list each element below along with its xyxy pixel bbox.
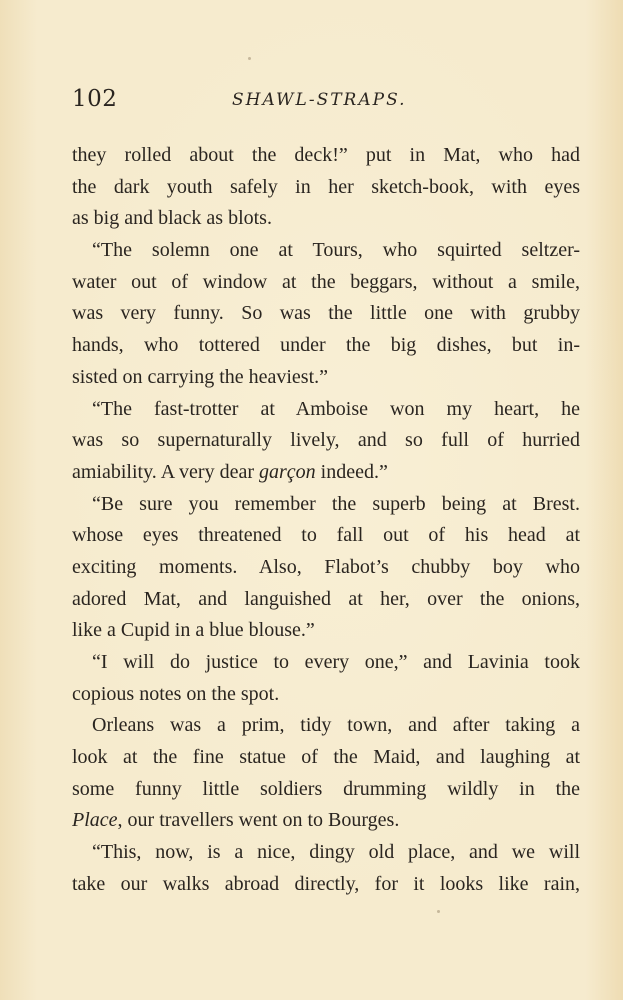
text-run: whose eyes threatened to fall out of his head at [72,524,580,547]
text-run: “The fast-trotter at Amboise won my heart, he [92,397,580,420]
text-run: “The solemn one at Tours, who squirted seltzer- [92,239,580,262]
text-run: was so supernaturally lively, and so full of hurried [72,429,580,452]
text-line [72,203,580,235]
text-run: as big and black as blots. [72,207,272,230]
text-run: they rolled about the deck!” put in Mat, who had [72,144,580,166]
text-line [72,298,580,330]
paper-speck [248,57,251,60]
text-line [72,869,580,901]
italic-text: garçon [258,460,316,483]
text-line [72,267,580,299]
text-run: sisted on carrying the heaviest.” [72,365,329,388]
text-run: exciting moments. Also, Flabot’s chubby boy who [72,555,580,578]
text-line [72,584,580,616]
text-run: like a Cupid in a blue blouse.” [72,619,315,642]
text-line [72,489,580,521]
text-run: “This, now, is a nice, dingy old place, and we will [92,841,580,864]
text-run: take our walks abroad directly, for it looks like rain, [72,872,580,895]
paper-speck [437,910,440,913]
page-number: 102 [72,86,118,112]
text-line [72,615,580,647]
text-line [72,330,580,362]
text-run: was very funny. So was the little one with grubby [72,302,580,325]
text-line [72,425,580,457]
text-run: some funny little soldiers drumming wildly in the [72,777,580,800]
page-header [72,86,580,126]
text-run: copious notes on the spot. [72,682,280,705]
text-line [72,837,580,869]
text-run: look at the fine statue of the Maid, and laughing at [72,746,580,769]
text-run: hands, who tottered under the big dishes, but in- [72,334,580,357]
running-title: SHAWL-STRAPS. [232,90,407,110]
italic-text: Place [72,809,118,832]
text-run: amiability. A very dear [72,460,259,483]
text-line [72,140,580,172]
text-run: “Be sure you remember the superb being at Brest. [92,492,580,515]
text-line [72,394,580,426]
text-line [72,235,580,267]
text-run: Orleans was a prim, tidy town, and after taking a [92,714,580,737]
body-text [72,140,580,901]
text-line [72,362,580,394]
text-run: adored Mat, and languished at her, over the onions, [72,587,580,610]
text-line [72,457,580,489]
text-run: the dark youth safely in her sketch-book, with eyes [72,175,580,198]
text-line [72,172,580,204]
text-run: “I will do justice to every one,” and Lavinia took [92,651,580,673]
text-line [72,520,580,552]
text-line [72,805,580,837]
text-line [72,742,580,774]
text-line [72,679,580,711]
text-run: , our travellers went on to Bourges. [117,809,400,832]
text-line [72,774,580,806]
text-line [72,710,580,742]
text-run: indeed.” [315,460,388,483]
text-line [72,552,580,584]
text-run: water out of window at the beggars, without a smile, [72,270,580,293]
text-line [72,647,580,679]
